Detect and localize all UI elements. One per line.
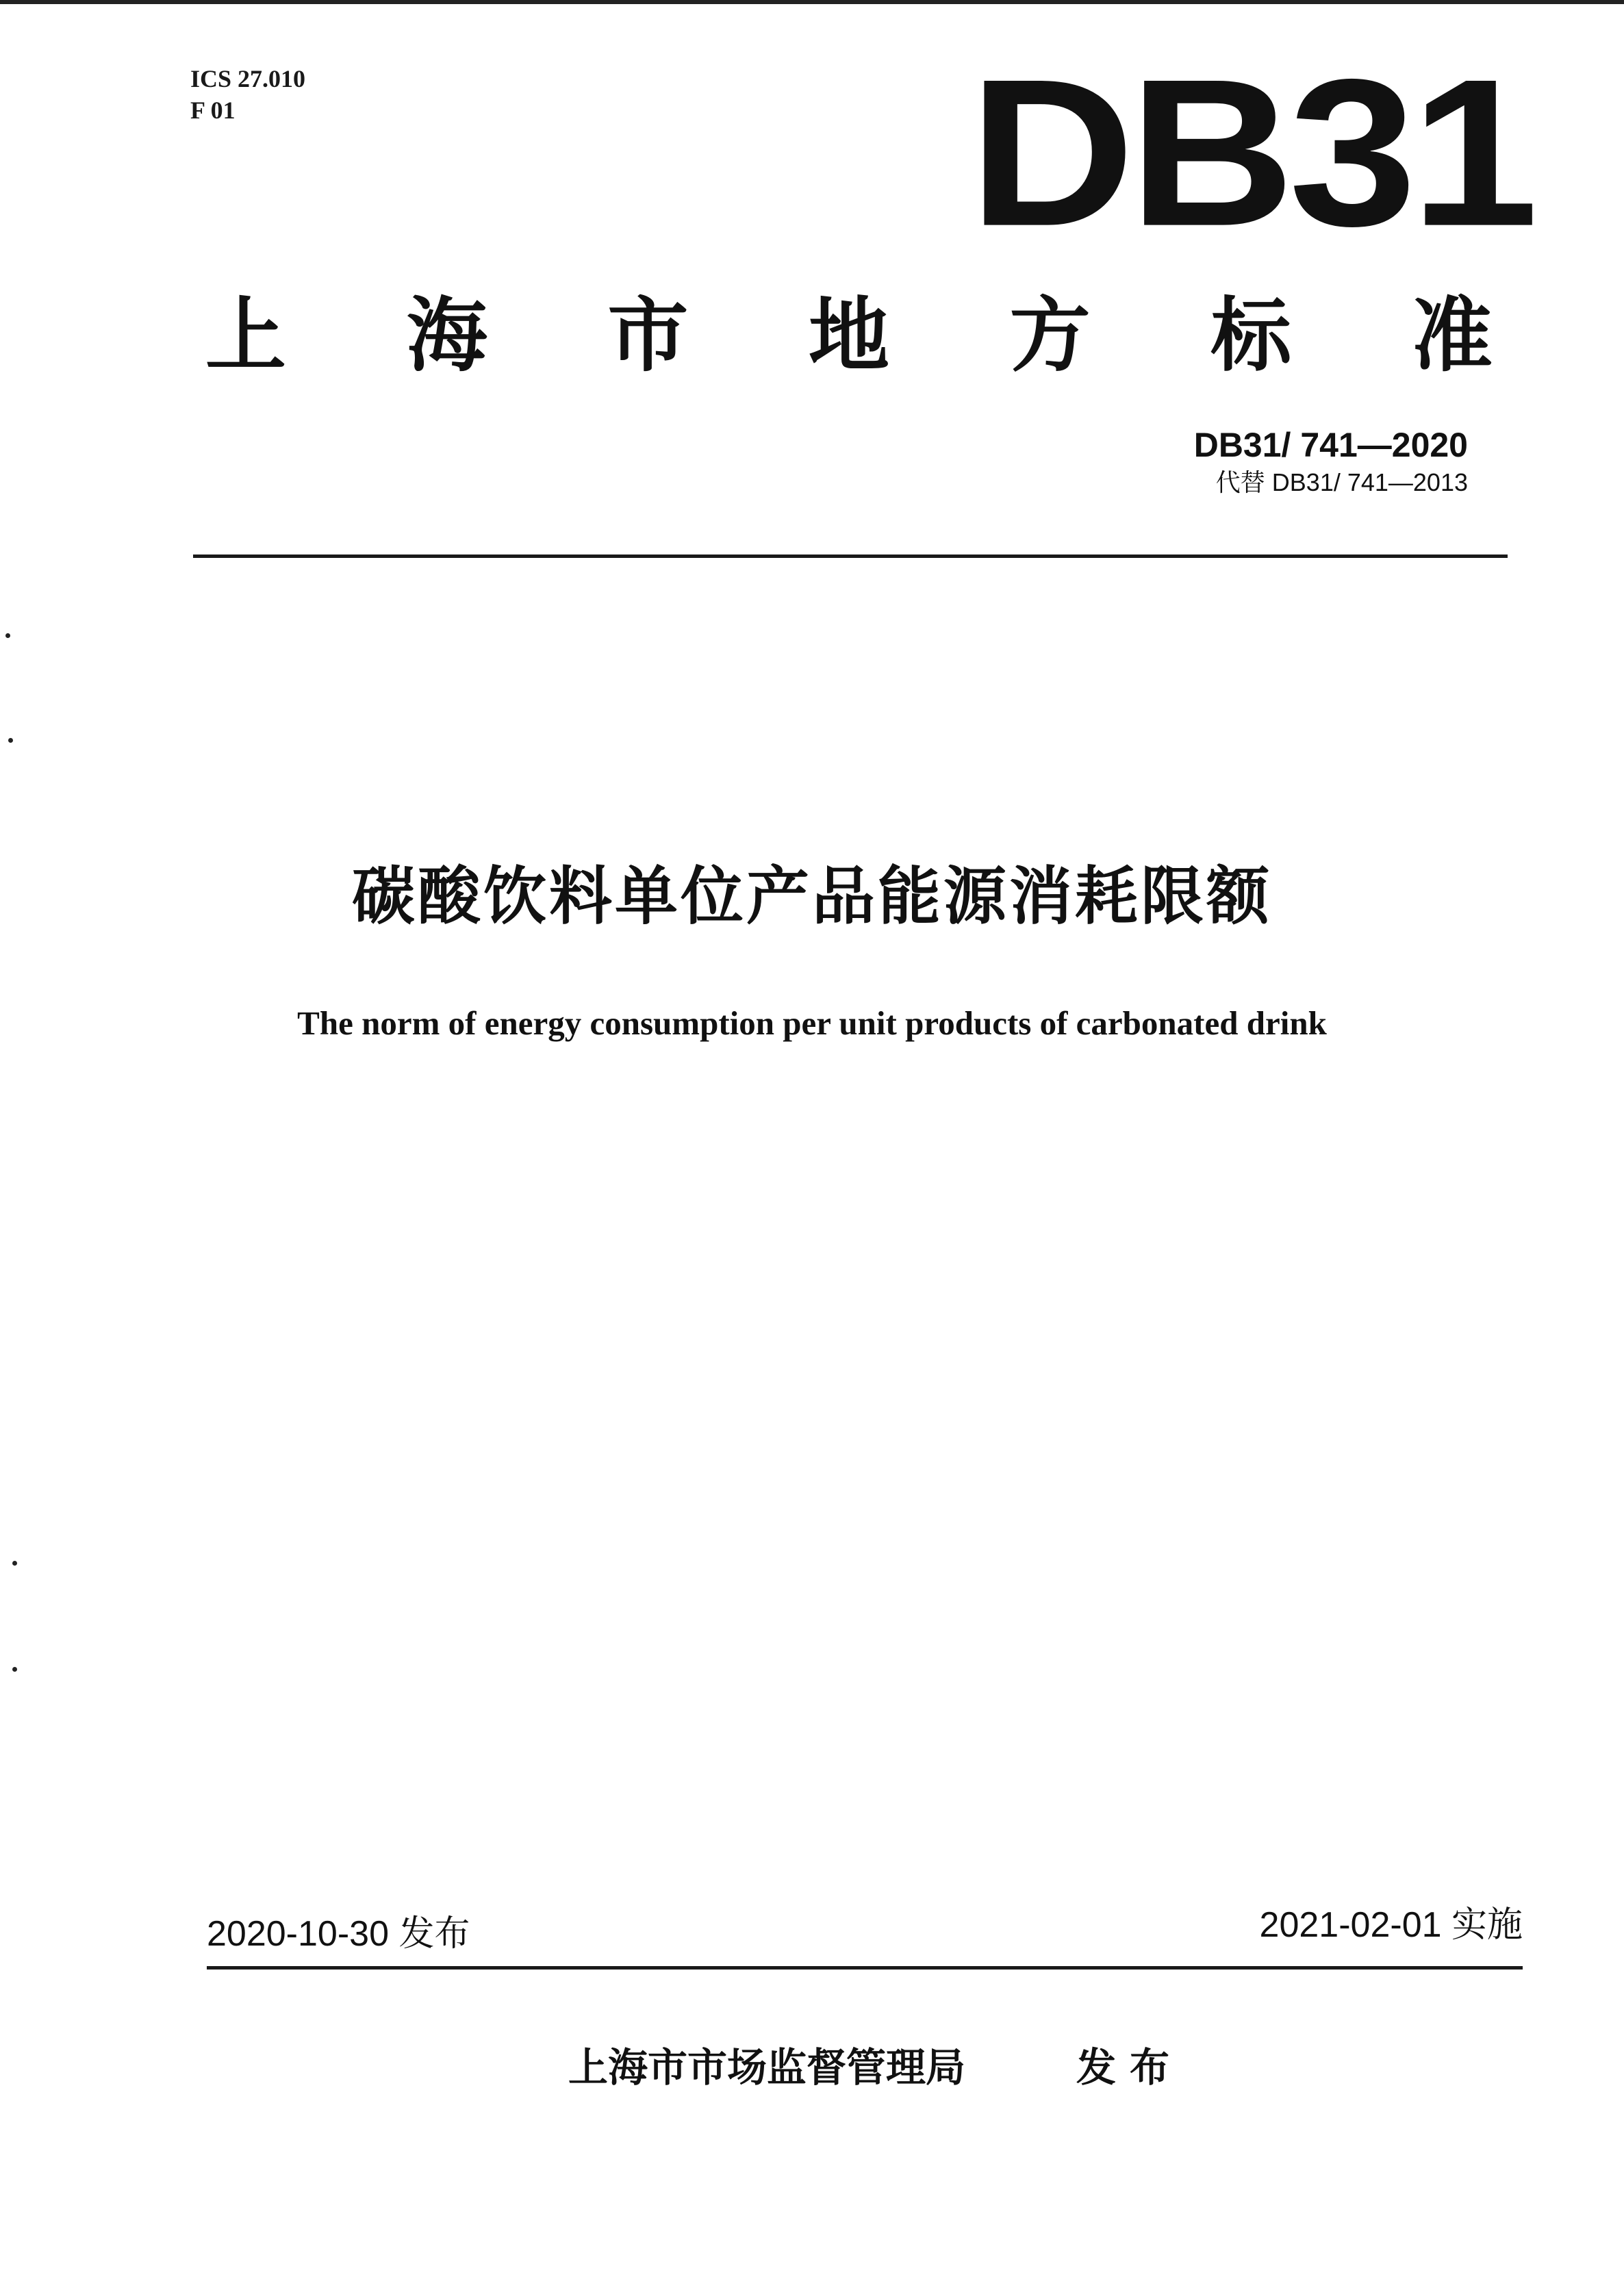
standard-type-char: 标 — [1210, 288, 1292, 383]
standard-type-heading — [205, 288, 1493, 383]
issue-date: 2020-10-30 发布 — [207, 1914, 470, 1954]
ccs-code: F 01 — [190, 97, 236, 124]
scan-artifact — [5, 633, 10, 638]
standard-type-char: 市 — [607, 288, 689, 383]
header-divider — [193, 555, 1508, 558]
db-logo: DB31 — [969, 35, 1533, 270]
standard-type-char: 方 — [1009, 288, 1091, 383]
replaced-standard: 代替 DB31/ 741—2013 — [1215, 468, 1468, 496]
footer-divider — [207, 1966, 1523, 1970]
scan-artifact — [12, 1561, 17, 1566]
standard-number: DB31/ 741—2020 — [1193, 426, 1468, 464]
classification-codes — [190, 63, 305, 126]
document-title-en: The norm of energy consumption per unit products of carbonated drink — [297, 1004, 1327, 1042]
ics-code: ICS 27.010 — [190, 65, 306, 92]
page-top-border — [0, 0, 1624, 4]
standard-type-char: 上 — [205, 288, 287, 383]
standard-type-char: 海 — [406, 288, 487, 383]
publisher-name: 上海市市场监督管理局 — [568, 2044, 966, 2091]
effective-date: 2021-02-01 实施 — [1259, 1905, 1523, 1945]
standard-type-char: 地 — [808, 288, 889, 383]
document-title-zh: 碳酸饮料单位产品能源消耗限额 — [351, 860, 1272, 933]
scan-artifact — [8, 738, 13, 743]
publisher-action: 发布 — [1076, 2044, 1184, 2091]
standard-type-char: 准 — [1411, 288, 1493, 383]
scan-artifact — [12, 1667, 17, 1672]
